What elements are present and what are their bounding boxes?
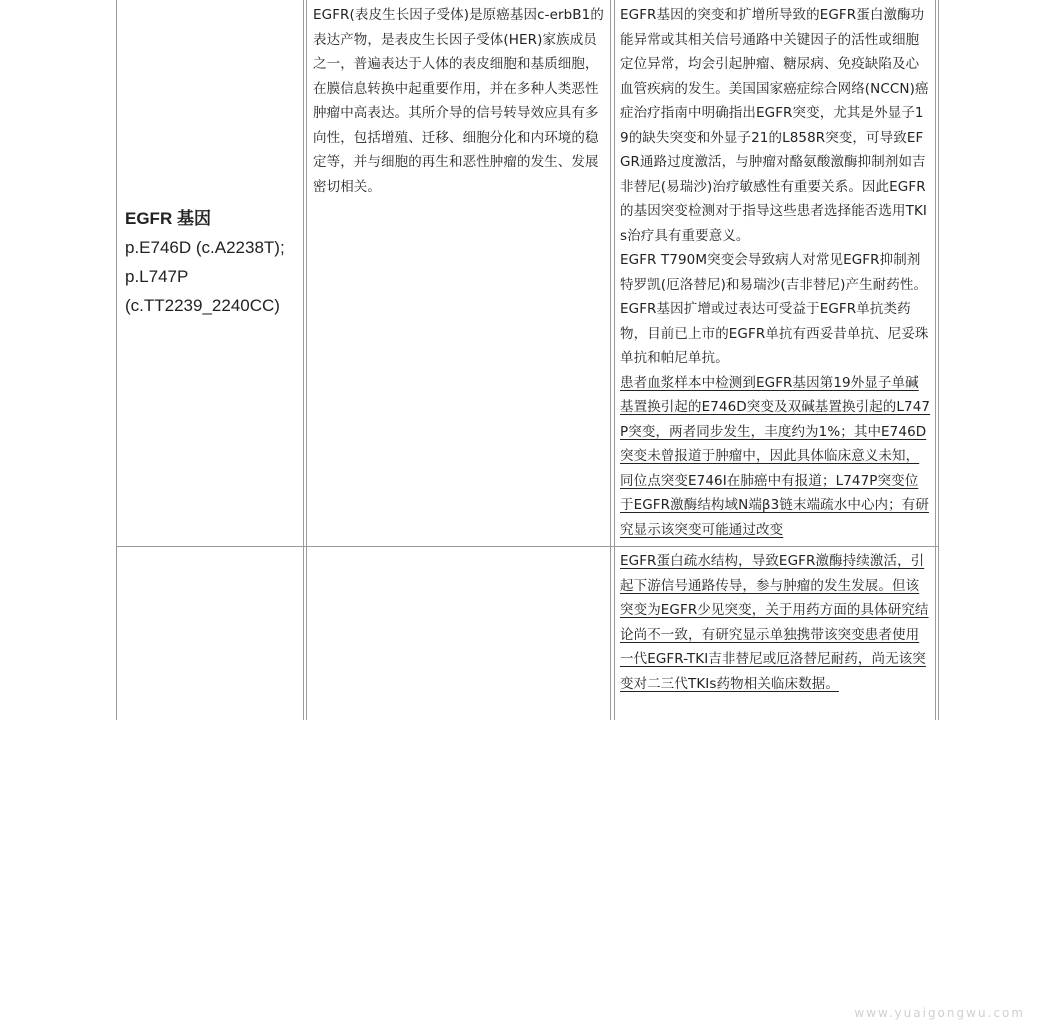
clinical-paragraph-1: EGFR基因的突变和扩增所导致的EGFR蛋白激酶功能异常或其相关信号通路中关键因子的活性或细胞定位异常，均会引起肿瘤、糖尿病、免疫缺陷及心血管疾病的发生。美国国家癌症综合网络(NCCN)癌症治疗指南中明确指出EGFR突变，尤其是外显子19的缺失突变和外显子21的L858R突变，可导致EFGR通路过度激活，与肿瘤对酪氨酸激酶抑制剂如吉非替尼(易瑞沙)治疗敏感性有重要关系。因此EGFR的基因突变检测对于指导这些患者选择能否选用TKIs治疗具有重要意义。 <box>620 7 929 244</box>
gene-cell <box>125 204 300 320</box>
mutation-line: p.L747P <box>125 267 189 286</box>
clinical-paragraph-3: 患者血浆样本中检测到EGFR基因第19外显子单碱基置换引起的E746D突变及双碱基置换引起的L747P突变，两者同步发生，丰度约为1%；其中E746D突变未曾报道于肿瘤中，因此具体临床意义未知，同位点突变E746I在肺癌中有报道；L747P突变位于EGFR激酶结构域N端β3链末端疏水中心内；有研究显示该突变可能通过改变 <box>620 374 931 538</box>
mutation-line: p.E746D (c.A2238T); <box>125 238 285 257</box>
column-divider-1b <box>306 0 307 720</box>
column-divider-2b <box>614 0 615 720</box>
column-divider-3a <box>935 0 936 720</box>
mutation-line: (c.TT2239_2240CC) <box>125 296 280 315</box>
gene-description-text: EGFR(表皮生长因子受体)是原癌基因c-erbB1的表达产物，是表皮生长因子受体(HER)家族成员之一，普遍表达于人体的表皮细胞和基质细胞，在膜信息转换中起重要作用，并在多种人类恶性肿瘤中高表达。其所介导的信号转导效应具有多向性，包括增殖、迁移、细胞分化和内环境的稳定等，并与细胞的再生和恶性肿瘤的发生、发展密切相关。 <box>313 7 604 195</box>
column-divider-2a <box>610 0 611 720</box>
clinical-paragraph-2: EGFR T790M突变会导致病人对常见EGFR抑制剂特罗凯(厄洛替尼)和易瑞沙(吉非替尼)产生耐药性。EGFR基因扩增或过表达可受益于EGFR单抗类药物，目前已上市的EGFR单抗有西妥昔单抗、尼妥珠单抗和帕尼单抗。 <box>620 252 929 366</box>
row-divider <box>116 546 939 547</box>
gene-title: EGFR 基因 <box>125 209 211 228</box>
gene-description-cell <box>313 3 605 543</box>
clinical-continuation-cell <box>620 549 931 719</box>
clinical-significance-cell <box>620 3 931 545</box>
table-border-left <box>116 0 117 720</box>
clinical-continuation-text: EGFR蛋白疏水结构，导致EGFR激酶持续激活，引起下游信号通路传导，参与肿瘤的发生发展。但该突变为EGFR少见突变，关于用药方面的具体研究结论尚不一致，有研究显示单独携带该突变患者使用一代EGFR-TKI吉非替尼或厄洛替尼耐药，尚无该突变对二三代TKIs药物相关临床数据。 <box>620 553 929 692</box>
table-border-right <box>938 0 939 720</box>
column-divider-1a <box>303 0 304 720</box>
watermark: www.yuaigongwu.com <box>854 1006 1025 1020</box>
